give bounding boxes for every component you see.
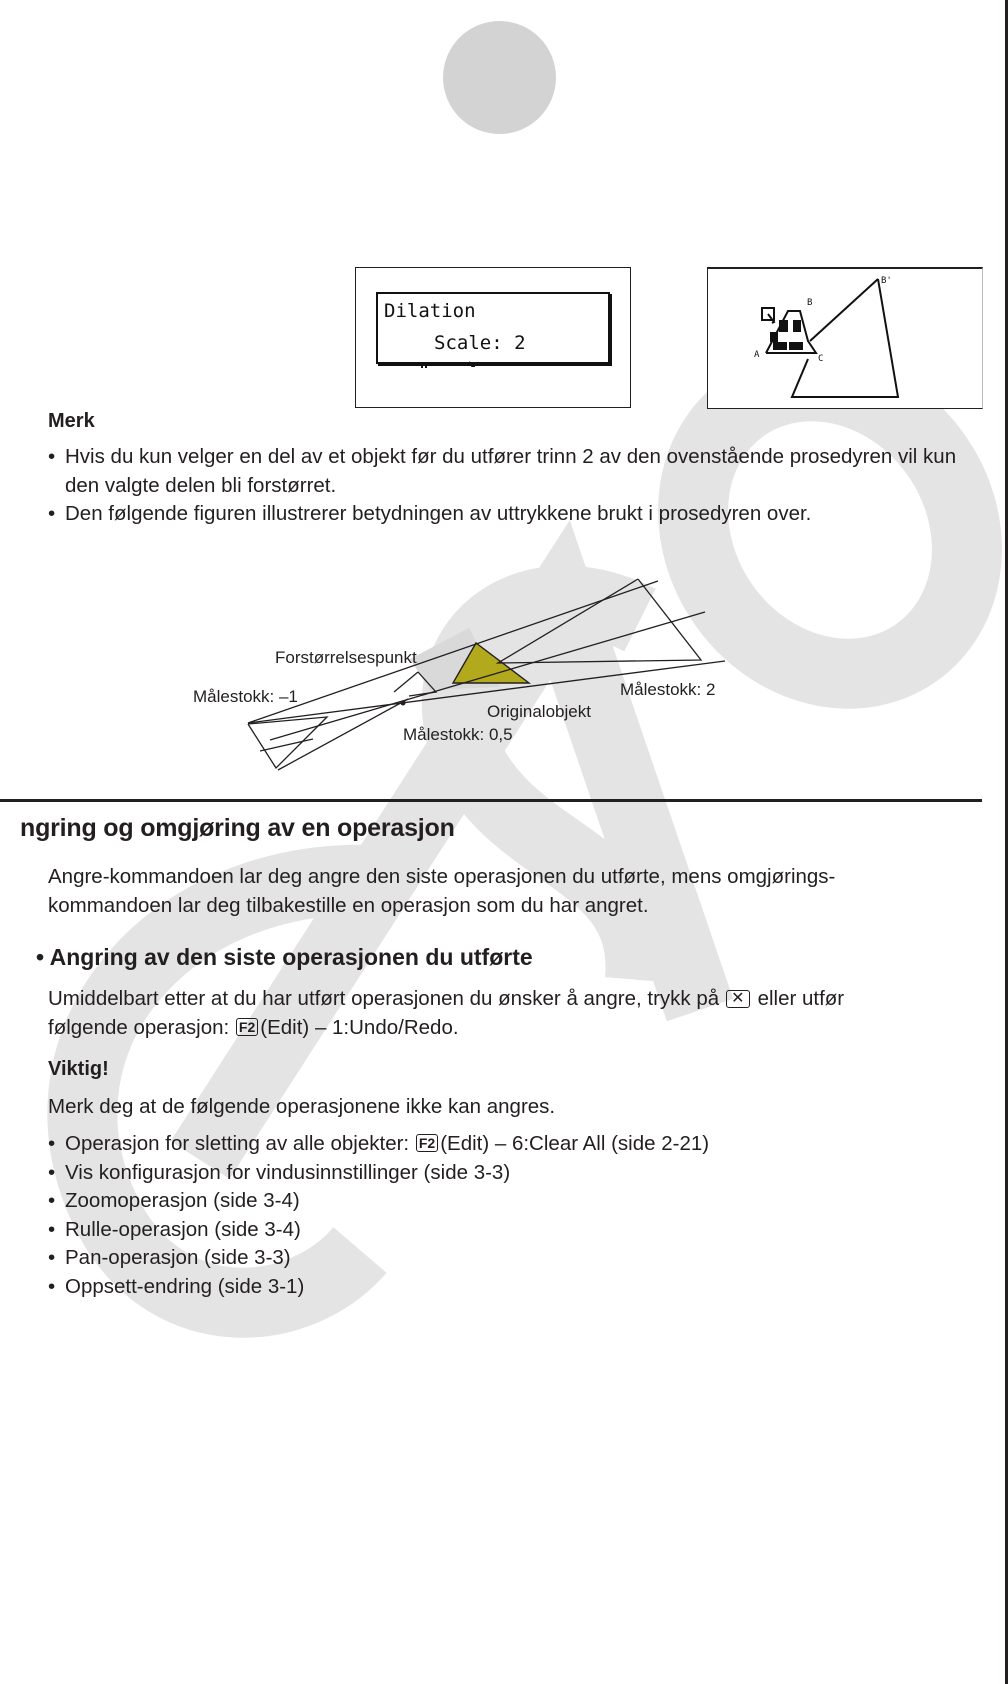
label-center-point: Forstørrelsespunkt [275, 648, 417, 667]
note-heading: Merk [48, 410, 95, 432]
dilation-center-point [401, 701, 406, 706]
list-item: • Pan-operasjon (side 3-3) [48, 1244, 709, 1273]
dialog-residue-marks [356, 268, 630, 407]
label-scale-neg1: Målestokk: –1 [193, 687, 298, 706]
list-item: • Oppsett-endring (side 3-1) [48, 1273, 709, 1302]
undo-text-2b: (Edit) – 1:Undo/Redo. [260, 1016, 459, 1039]
note-bullet: • Den følgende figuren illustrerer betydningen av uttrykkene brukt i prosedyren over. [48, 500, 988, 529]
undo-text-2a: følgende operasjon: [48, 1016, 230, 1039]
f2-key-icon: F2 [416, 1134, 438, 1152]
undo-paragraph [48, 984, 844, 1042]
label-scale-half: Målestokk: 0,5 [403, 725, 513, 744]
label-scale-2: Målestokk: 2 [620, 680, 716, 699]
dilated-triangle-graphic [708, 269, 982, 408]
note-bullet: • Hvis du kun velger en del av et objekt før du utfører trinn 2 av den ovenstående prosedyren vil kun den valgte delen bli forstørret. [48, 443, 988, 500]
svg-text:A: A [754, 350, 760, 360]
list-item: • Rulle-operasjon (side 3-4) [48, 1216, 709, 1245]
dialog-title: Dilation [384, 300, 476, 322]
label-original-object: Originalobjekt [487, 702, 591, 721]
svg-text:C: C [818, 354, 824, 364]
calculator-screen-dilated-figure [707, 267, 983, 409]
dilation-diagram [180, 555, 740, 775]
note-bullet-list [48, 443, 988, 529]
important-heading: Viktig! [48, 1058, 109, 1080]
page-marker-circle [443, 21, 556, 134]
svg-text:B': B' [881, 276, 892, 286]
non-undoable-list [48, 1130, 709, 1301]
list-item: • Operasjon for sletting av alle objekter: F2 (Edit) – 6:Clear All (side 2-21) [48, 1130, 709, 1159]
section-title: ngring og omgjøring av en operasjon [20, 814, 455, 842]
f2-key-icon: F2 [236, 1018, 258, 1036]
intro-paragraph [48, 862, 835, 920]
intro-line-1: Angre-kommandoen lar deg angre den siste operasjonen du utførte, mens omgjørings- [48, 865, 836, 888]
x-key-icon: ✕ [726, 990, 750, 1008]
undo-text-1b: eller utfør [757, 987, 845, 1010]
calculator-screen-dilation-dialog [355, 267, 631, 408]
undo-subheading: • Angring av den siste operasjonen du utførte [36, 944, 533, 970]
list-item: • Zoomoperasjon (side 3-4) [48, 1187, 709, 1216]
svg-text:B: B [807, 298, 813, 308]
list-item: • Vis konfigurasjon for vindusinnstillinger (side 3-3) [48, 1159, 709, 1188]
dialog-scale: Scale: 2 [434, 332, 526, 354]
undo-text-1a: Umiddelbart etter at du har utført operasjonen du ønsker å angre, trykk på [48, 987, 720, 1010]
section-divider [0, 799, 982, 802]
intro-line-2: kommandoen lar deg tilbakestille en operasjon som du har angret. [48, 894, 649, 917]
important-text: Merk deg at de følgende operasjonene ikke kan angres. [48, 1095, 556, 1118]
